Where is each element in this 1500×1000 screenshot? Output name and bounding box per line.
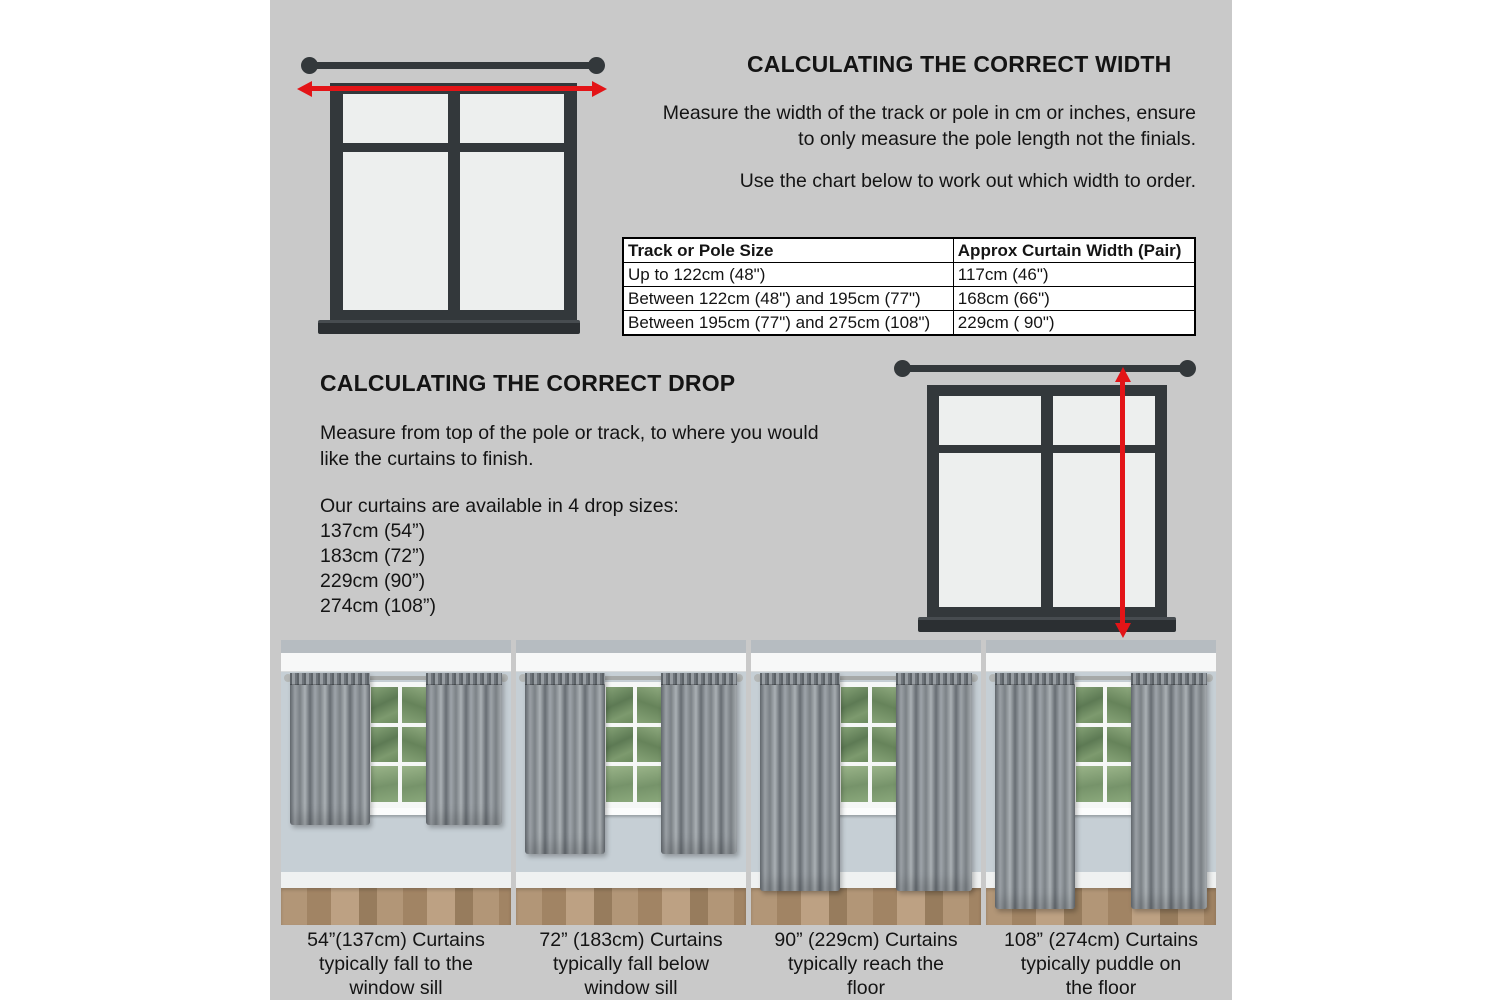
- width-instructions-line2: to only measure the pole length not the finials.: [798, 128, 1196, 150]
- drop-instructions: [320, 420, 880, 472]
- table-cell-curtain-width: 117cm (46"): [953, 263, 1195, 287]
- ceiling-strip: [751, 640, 981, 653]
- window-pane: [343, 152, 448, 310]
- table-row: [623, 263, 1195, 287]
- table-cell-pole-size: Between 122cm (48") and 195cm (77"): [623, 287, 953, 311]
- curtain-left: [290, 673, 370, 825]
- drop-measure-arrow-icon: [1115, 367, 1131, 638]
- window-sill: [918, 617, 1176, 632]
- curtain-photo-90in: [751, 640, 981, 925]
- window-pane: [343, 94, 448, 143]
- arrow-head-down: [1115, 623, 1131, 638]
- drop-section-title: CALCULATING THE CORRECT DROP: [320, 370, 736, 396]
- table-cell-pole-size: Between 195cm (77") and 275cm (108"): [623, 311, 953, 336]
- photo-caption-90in: [751, 928, 981, 1000]
- curtain-photo-108in: [986, 640, 1216, 925]
- width-instructions-line1: Measure the width of the track or pole in cm or inches, ensure: [662, 102, 1196, 124]
- curtain-left: [525, 673, 605, 854]
- curtain-photo-72in: [516, 640, 746, 925]
- window-pane: [1053, 396, 1155, 445]
- arrow-shaft: [307, 86, 597, 91]
- caption-line: the floor: [1065, 977, 1137, 999]
- window-pane: [939, 396, 1041, 445]
- width-instructions: [620, 100, 1196, 152]
- curtain-pole-illustration-width: [301, 57, 605, 74]
- window-pane: [460, 152, 564, 310]
- curtain-size-table: [622, 237, 1196, 336]
- drop-sizes-list: [320, 494, 740, 619]
- width-chart-hint: Use the chart below to work out which width to order.: [739, 170, 1196, 192]
- arrow-shaft: [1120, 377, 1125, 628]
- caption-line: 72” (183cm) Curtains: [539, 929, 723, 951]
- ceiling-strip: [516, 640, 746, 653]
- wood-floor: [281, 888, 511, 925]
- pole-finial-left: [301, 57, 318, 74]
- photo-caption-108in: [986, 928, 1216, 1000]
- cornice: [516, 653, 746, 671]
- photo-window: [835, 682, 905, 808]
- pole-finial-right: [588, 57, 605, 74]
- curtain-right: [426, 673, 502, 825]
- drop-size-item: 229cm (90”): [320, 570, 426, 592]
- curtain-left: [760, 673, 840, 891]
- caption-line: typically fall below: [552, 953, 710, 975]
- table-header-row: [623, 238, 1195, 263]
- curtain-right: [661, 673, 737, 854]
- photo-window-glass: [841, 687, 899, 802]
- curtain-right: [1131, 673, 1207, 909]
- curtain-pole-illustration-drop: [894, 360, 1196, 377]
- table-header-pole-size: Track or Pole Size: [623, 238, 953, 263]
- ceiling-strip: [281, 640, 511, 653]
- wood-floor: [751, 888, 981, 925]
- photo-window: [600, 682, 670, 808]
- caption-line: window sill: [349, 977, 443, 999]
- width-section-title: CALCULATING THE CORRECT WIDTH: [747, 51, 1172, 77]
- ceiling-strip: [986, 640, 1216, 653]
- caption-line: typically reach the: [787, 953, 945, 975]
- skirting-board: [281, 872, 511, 889]
- table-cell-curtain-width: 168cm (66"): [953, 287, 1195, 311]
- content-area: [270, 0, 1232, 1000]
- window-pane: [1053, 453, 1155, 607]
- drop-instructions-line2: like the curtains to finish.: [320, 448, 534, 470]
- drop-instructions-line1: Measure from top of the pole or track, to where you would: [320, 422, 819, 444]
- cornice: [986, 653, 1216, 671]
- curtain-right: [896, 673, 972, 891]
- table-row: [623, 287, 1195, 311]
- arrow-head-right: [592, 81, 607, 97]
- caption-line: 54”(137cm) Curtains: [307, 929, 485, 951]
- curtain-left: [995, 673, 1075, 909]
- drop-sizes-intro: Our curtains are available in 4 drop sizes:: [320, 495, 679, 517]
- pole-finial-left: [894, 360, 911, 377]
- window-sill: [318, 320, 580, 334]
- photo-window: [365, 682, 435, 808]
- window-pane: [939, 453, 1041, 607]
- table-header-curtain-width: Approx Curtain Width (Pair): [953, 238, 1195, 263]
- photo-window: [1070, 682, 1140, 808]
- caption-line: typically fall to the: [319, 953, 473, 975]
- photo-window-glass: [371, 687, 429, 802]
- pole-bar: [901, 365, 1189, 372]
- table-cell-curtain-width: 229cm ( 90"): [953, 311, 1195, 336]
- photo-window-glass: [606, 687, 664, 802]
- width-measure-arrow-icon: [297, 81, 607, 97]
- cornice: [751, 653, 981, 671]
- cornice: [281, 653, 511, 671]
- pole-bar: [308, 62, 598, 69]
- wood-floor: [516, 888, 746, 925]
- caption-line: 90” (229cm) Curtains: [774, 929, 958, 951]
- table-row: [623, 311, 1195, 336]
- table-cell-pole-size: Up to 122cm (48"): [623, 263, 953, 287]
- window-illustration-width: [330, 83, 577, 320]
- caption-line: window sill: [584, 977, 678, 999]
- photo-caption-72in: [516, 928, 746, 1000]
- skirting-board: [516, 872, 746, 889]
- photo-window-glass: [1076, 687, 1134, 802]
- caption-line: typically puddle on: [1020, 953, 1182, 975]
- caption-line: 108” (274cm) Curtains: [1004, 929, 1198, 951]
- curtain-photo-54in: [281, 640, 511, 925]
- pole-finial-right: [1179, 360, 1196, 377]
- drop-size-item: 183cm (72”): [320, 545, 426, 567]
- window-illustration-drop: [927, 385, 1167, 617]
- drop-size-item: 137cm (54”): [320, 520, 426, 542]
- caption-line: floor: [847, 977, 885, 999]
- photo-caption-54in: [281, 928, 511, 1000]
- window-pane: [460, 94, 564, 143]
- drop-size-item: 274cm (108”): [320, 595, 436, 617]
